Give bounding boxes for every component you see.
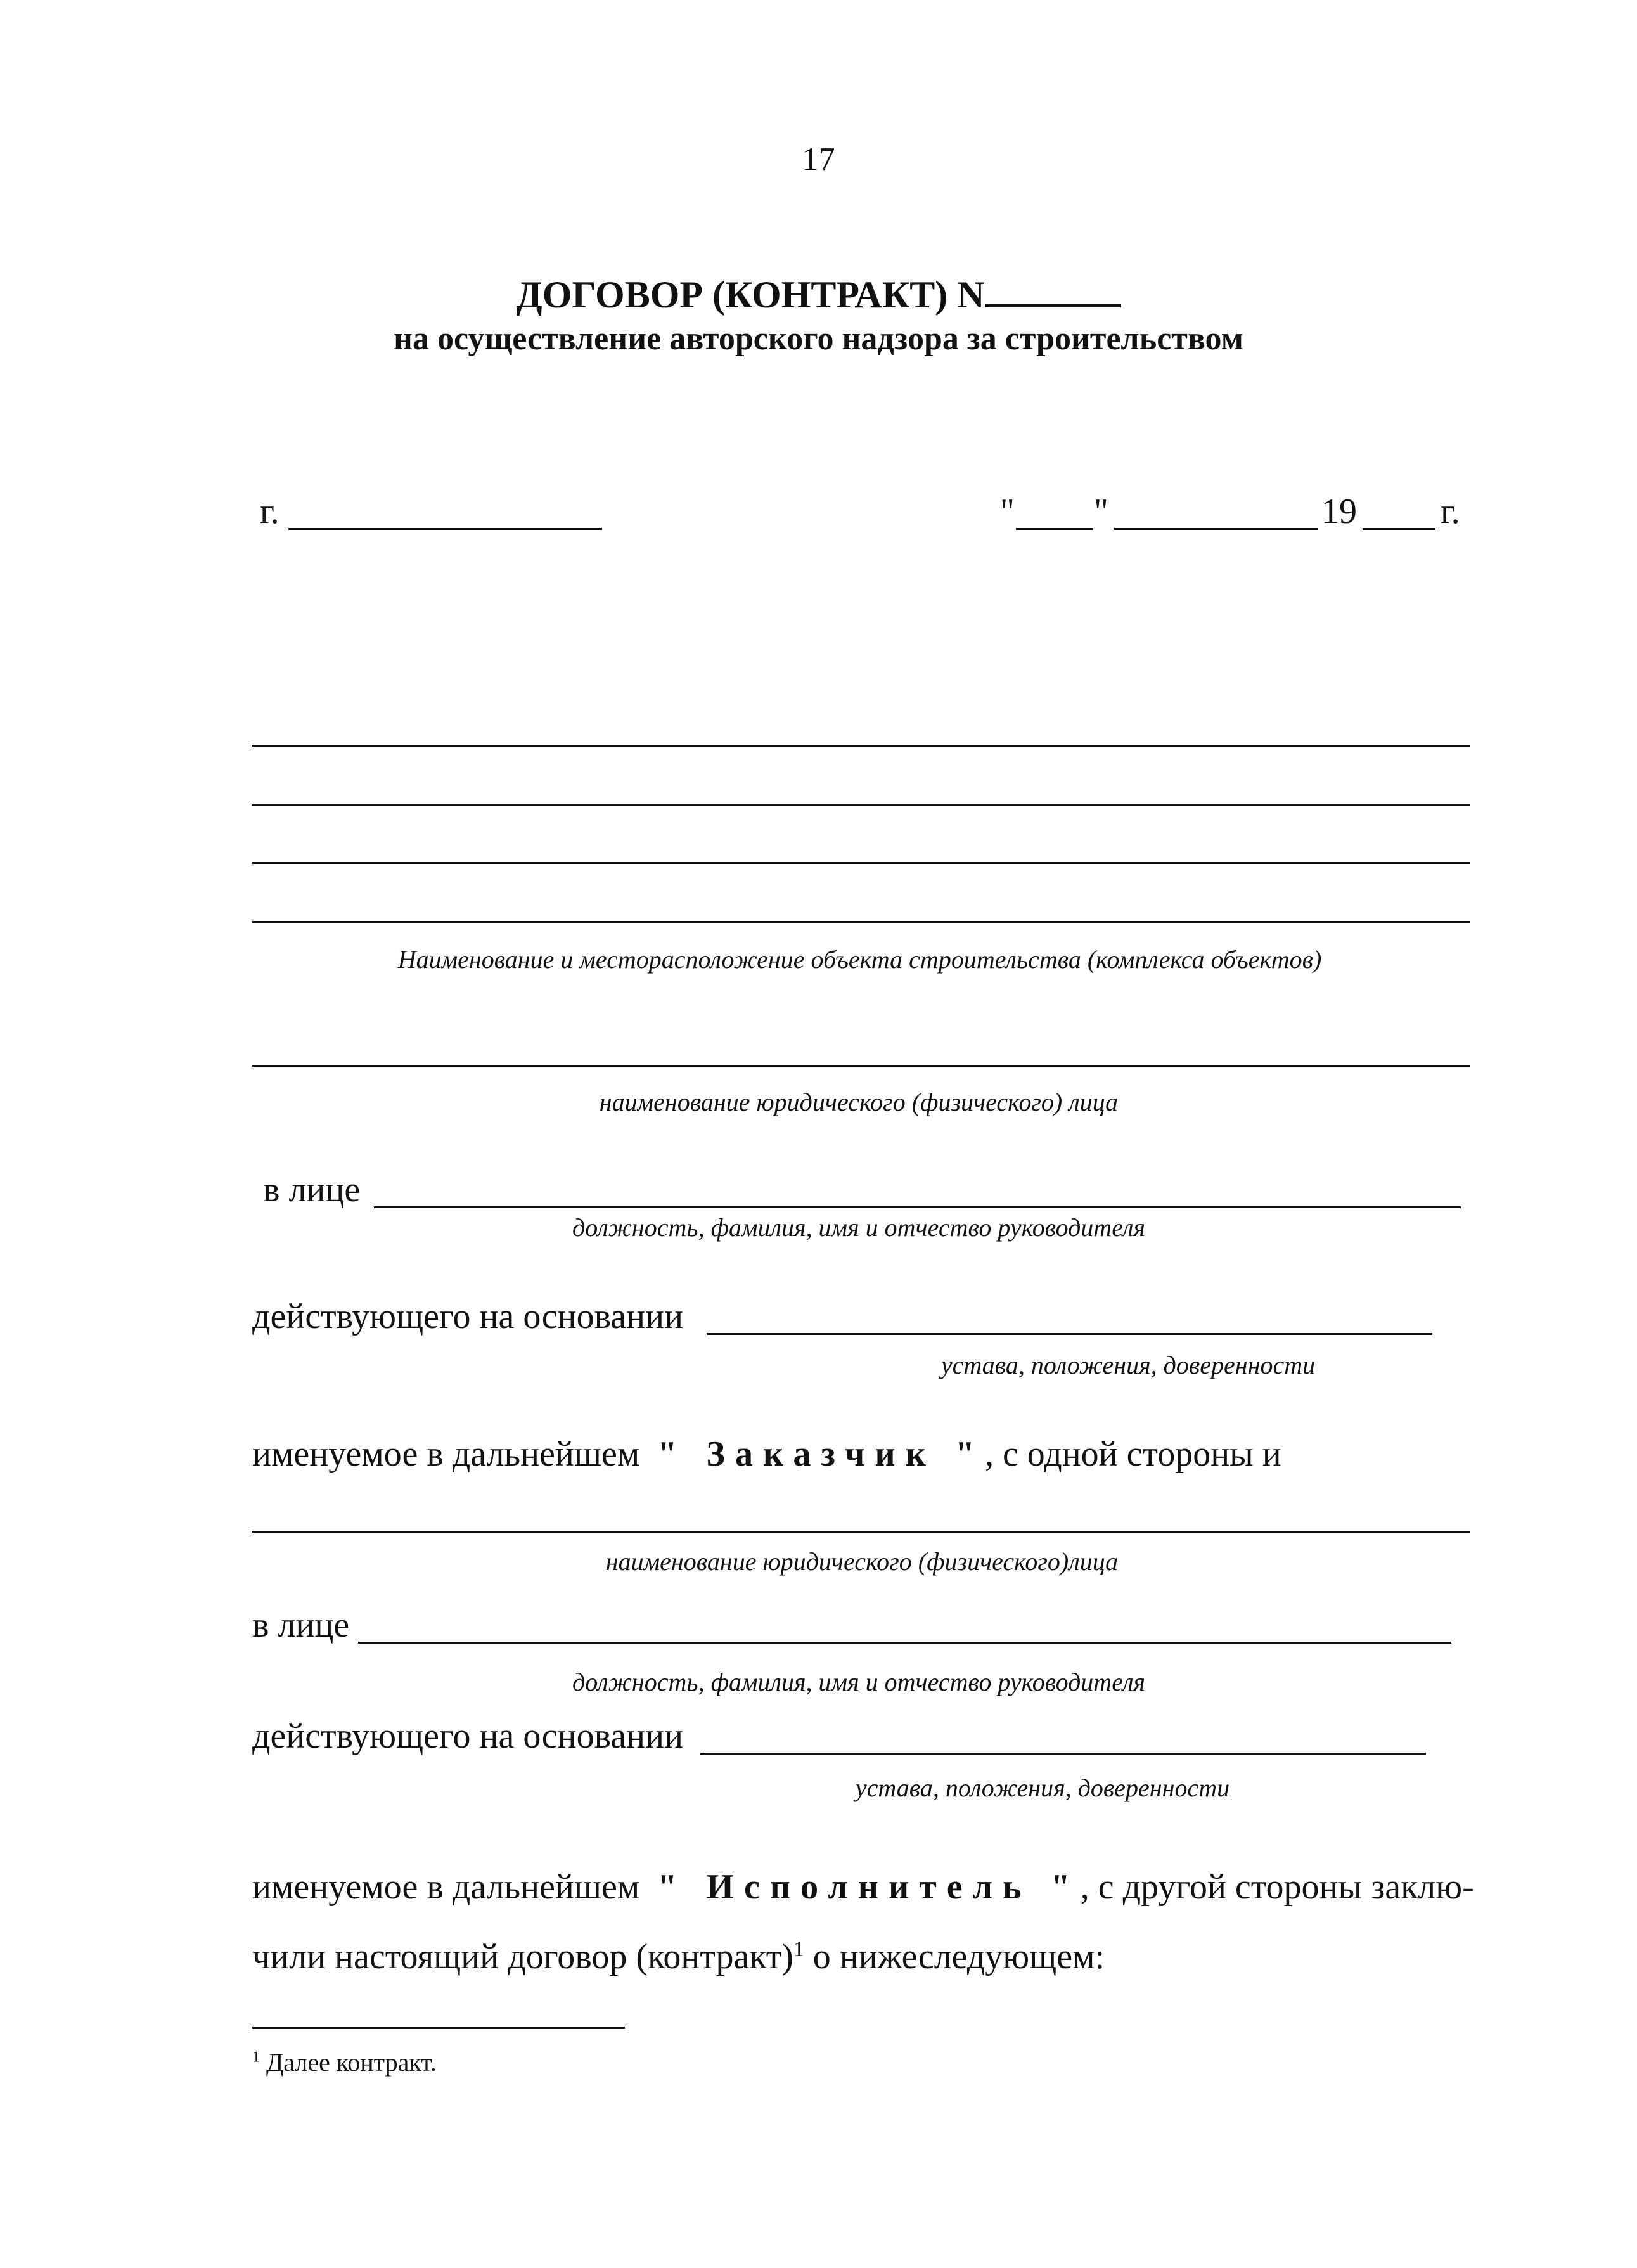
customer-person-field[interactable] — [374, 1206, 1461, 1208]
customer-entity-line[interactable] — [252, 1065, 1470, 1067]
contractor-named-line — [252, 1867, 1474, 1907]
customer-named-line — [252, 1434, 1281, 1474]
customer-basis-field[interactable] — [707, 1333, 1432, 1335]
customer-person-caption: должность, фамилия, имя и отчество руководителя — [572, 1213, 1145, 1242]
page-number: 17 — [802, 141, 835, 177]
contractor-basis-caption: устава, положения, доверенности — [855, 1774, 1230, 1802]
contractor-acting-label: действующего на основании — [252, 1717, 684, 1756]
object-line-2[interactable] — [252, 804, 1470, 806]
footnote-text: Далее контракт. — [266, 2048, 437, 2077]
footnote-reference: 1 — [793, 1937, 804, 1961]
document-title-text: ДОГОВОР (КОНТРАКТ) N — [516, 274, 985, 316]
city-field[interactable] — [288, 528, 602, 530]
contractor-person-field[interactable] — [358, 1642, 1451, 1644]
contractor-continuation: чили настоящий договор (контракт) — [252, 1937, 793, 1976]
date-year-suffix: г. — [1441, 492, 1460, 531]
contractor-entity-line[interactable] — [252, 1531, 1470, 1533]
day-field[interactable] — [1016, 528, 1093, 530]
contractor-person-caption: должность, фамилия, имя и отчество руководителя — [572, 1668, 1145, 1696]
customer-named-prefix: именуемое в дальнейшем — [252, 1434, 640, 1474]
contractor-entity-caption: наименование юридического (физического)лица — [605, 1547, 1119, 1576]
date-quote-open: " — [1000, 492, 1015, 531]
contractor-named-suffix: , с другой стороны заклю- — [1080, 1867, 1474, 1907]
customer-named-suffix: , с одной стороны и — [984, 1434, 1281, 1474]
document-title — [0, 273, 1637, 317]
customer-basis-caption: устава, положения, доверенности — [940, 1351, 1316, 1379]
city-label: г. — [260, 492, 279, 531]
document-subtitle: на осуществление авторского надзора за строительством — [393, 321, 1243, 357]
customer-role: " Заказчик " — [657, 1434, 985, 1474]
contractor-named-prefix: именуемое в дальнейшем — [252, 1867, 640, 1907]
contract-number-field[interactable] — [985, 273, 1121, 307]
customer-represented-label: в лице — [263, 1170, 361, 1209]
object-line-1[interactable] — [252, 745, 1470, 747]
year-field[interactable] — [1363, 528, 1435, 530]
object-caption: Наименование и месторасположение объекта строительства (комплекса объектов) — [397, 945, 1322, 974]
date-century: 19 — [1321, 492, 1357, 531]
contractor-continuation-line — [252, 1936, 1105, 1977]
month-field[interactable] — [1114, 528, 1318, 530]
object-line-3[interactable] — [252, 862, 1470, 864]
contractor-represented-label: в лице — [252, 1606, 350, 1645]
customer-entity-caption: наименование юридического (физического) лица — [599, 1088, 1119, 1116]
footnote — [252, 2047, 437, 2077]
contractor-role: " Исполнитель " — [657, 1867, 1081, 1907]
customer-acting-label: действующего на основании — [252, 1297, 684, 1336]
date-quote-close: " — [1094, 492, 1108, 531]
footnote-separator — [252, 2027, 625, 2029]
contractor-continuation-end: о нижеследующем: — [804, 1937, 1105, 1976]
footnote-marker: 1 — [252, 2049, 260, 2066]
object-line-4[interactable] — [252, 921, 1470, 923]
contractor-basis-field[interactable] — [700, 1753, 1426, 1755]
